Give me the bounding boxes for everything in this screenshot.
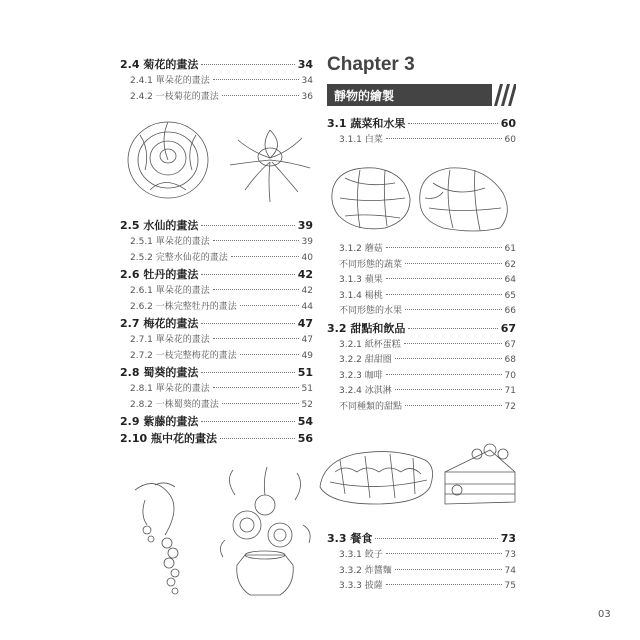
toc-subsection-entry xyxy=(130,332,313,345)
toc-entry-page: 42 xyxy=(301,286,313,296)
toc-section-entry xyxy=(120,430,313,446)
toc-subsection-entry xyxy=(130,381,313,394)
toc-dot-leader xyxy=(386,374,502,375)
toc-entry-page: 52 xyxy=(301,399,313,410)
toc-dot-leader xyxy=(408,328,497,329)
banner-stripes-decoration xyxy=(492,84,516,106)
toc-subsection-entry xyxy=(130,299,313,312)
toc-entry-title: 3.1.3 蘋果 xyxy=(339,275,383,285)
toc-entry-title: 3.1.4 楊桃 xyxy=(339,290,383,301)
toc-entry-page: 67 xyxy=(500,321,516,335)
toc-entry-title: 3.1.1 白菜 xyxy=(339,135,383,145)
toc-entry-title: 2.5 水仙的畫法 xyxy=(120,219,199,232)
toc-entry-title: 3.2 甜點和飲品 xyxy=(327,321,406,335)
toc-entry-page: 61 xyxy=(504,244,516,254)
toc-dot-leader xyxy=(386,584,502,585)
toc-entry-title: 3.2.4 冰淇淋 xyxy=(339,386,392,396)
toc-section-entry xyxy=(327,115,516,131)
toc-entry-title: 2.5.1 單朵花的畫法 xyxy=(130,237,210,247)
toc-entry-title: 不同形態的水果 xyxy=(339,306,403,316)
toc-dot-leader xyxy=(395,389,502,390)
toc-entry-title: 2.4.1 單朵花的畫法 xyxy=(130,76,210,86)
toc-dot-leader xyxy=(201,421,294,422)
toc-entry-title: 3.3.2 炸醬麵 xyxy=(339,565,392,576)
toc-subsection-entry xyxy=(339,399,516,412)
toc-entry-page: 51 xyxy=(301,384,313,394)
toc-entry-title: 3.3 餐食 xyxy=(327,532,373,545)
toc-subsection-entry xyxy=(339,352,516,365)
toc-entry-page: 75 xyxy=(504,581,516,591)
toc-entry-page: 65 xyxy=(504,290,516,301)
toc-entry-page: 47 xyxy=(301,335,313,345)
toc-section-entry xyxy=(327,530,516,546)
toc-entry-title: 3.2.2 甜甜圈 xyxy=(339,355,392,365)
toc-dot-leader xyxy=(386,294,502,295)
toc-entry-page: 73 xyxy=(504,550,516,560)
toc-entry-title: 2.6.2 一株完整牡丹的畫法 xyxy=(130,301,237,312)
toc-entry-page: 34 xyxy=(301,76,313,86)
toc-entry-page: 70 xyxy=(504,370,516,381)
toc-entry-title: 2.7.2 一枝完整梅花的畫法 xyxy=(130,350,237,361)
toc-entry-page: 34 xyxy=(297,58,313,71)
toc-dot-leader xyxy=(201,64,294,65)
section-banner-title: 靜物的繪製 xyxy=(334,89,395,103)
toc-entry-title: 2.4.2 一枝菊花的畫法 xyxy=(130,91,219,102)
toc-dot-leader xyxy=(231,256,299,257)
toc-dot-leader xyxy=(386,553,502,554)
toc-section-entry xyxy=(120,217,313,233)
toc-dot-leader xyxy=(201,225,294,226)
toc-entry-title: 2.8.2 一株蜀葵的畫法 xyxy=(130,399,219,410)
toc-entry-title: 3.3.1 餃子 xyxy=(339,550,383,560)
toc-entry-title: 2.4 菊花的畫法 xyxy=(120,58,199,71)
toc-entry-title: 3.2.1 紙杯蛋糕 xyxy=(339,339,401,350)
toc-entry-title: 2.10 瓶中花的畫法 xyxy=(120,431,217,445)
toc-entry-title: 2.8.1 單朵花的畫法 xyxy=(130,384,210,394)
toc-subsection-entry xyxy=(339,368,516,381)
toc-dot-leader xyxy=(240,354,299,355)
wisteria-vase-illustration xyxy=(125,465,325,600)
section-banner xyxy=(327,84,515,106)
page-number: 03 xyxy=(598,609,611,620)
toc-entry-page: 73 xyxy=(500,532,516,545)
toc-entry-page: 71 xyxy=(504,386,516,396)
toc-entry-page: 56 xyxy=(297,431,313,445)
toc-subsection-entry xyxy=(130,283,313,296)
toc-subsection-entry xyxy=(339,383,516,396)
toc-dot-leader xyxy=(213,240,299,241)
toc-subsection-entry xyxy=(339,303,516,316)
toc-dot-leader xyxy=(405,309,502,310)
toc-entry-title: 3.2.3 咖啡 xyxy=(339,370,383,381)
toc-subsection-entry xyxy=(130,73,313,86)
toc-dot-leader xyxy=(240,305,299,306)
toc-entry-title: 2.6.1 單朵花的畫法 xyxy=(130,286,210,296)
toc-entry-title: 2.7 梅花的畫法 xyxy=(120,317,199,330)
toc-subsection-entry xyxy=(339,132,516,145)
toc-entry-page: 68 xyxy=(504,355,516,365)
toc-subsection-entry xyxy=(339,563,516,576)
toc-dot-leader xyxy=(213,79,299,80)
toc-entry-page: 40 xyxy=(301,252,313,263)
toc-entry-page: 39 xyxy=(297,219,313,232)
toc-entry-page: 36 xyxy=(301,91,313,102)
toc-dot-leader xyxy=(405,405,502,406)
toc-entry-title: 2.5.2 完整水仙花的畫法 xyxy=(130,252,228,263)
toc-entry-page: 60 xyxy=(500,117,516,130)
toc-dot-leader xyxy=(404,343,502,344)
toc-section-entry xyxy=(120,364,313,380)
toc-subsection-entry xyxy=(339,578,516,591)
toc-entry-title: 3.3.3 披薩 xyxy=(339,581,383,591)
toc-dot-leader xyxy=(386,247,502,248)
toc-subsection-entry xyxy=(339,241,516,254)
bread-cake-illustration xyxy=(315,432,520,512)
toc-entry-title: 2.7.1 單朵花的畫法 xyxy=(130,335,210,345)
toc-dot-leader xyxy=(386,278,502,279)
cabbage-illustration xyxy=(325,158,520,236)
toc-subsection-entry xyxy=(130,397,313,410)
toc-entry-page: 44 xyxy=(301,301,313,312)
chapter-title: Chapter 3 xyxy=(327,54,415,75)
toc-entry-title: 不同種類的甜點 xyxy=(339,401,403,412)
toc-dot-leader xyxy=(222,403,299,404)
toc-dot-leader xyxy=(395,569,502,570)
toc-dot-leader xyxy=(408,123,497,124)
toc-dot-leader xyxy=(201,372,294,373)
toc-entry-title: 3.1 蔬菜和水果 xyxy=(327,117,406,130)
toc-entry-page: 64 xyxy=(504,275,516,285)
chrysanthemum-illustration xyxy=(120,110,320,205)
toc-subsection-entry xyxy=(339,337,516,350)
toc-section-entry xyxy=(120,56,313,72)
toc-section-entry xyxy=(120,266,313,282)
toc-entry-title: 3.1.2 蘑菇 xyxy=(339,244,383,254)
toc-section-entry xyxy=(120,413,313,429)
toc-subsection-entry xyxy=(130,250,313,263)
toc-entry-title: 不同形態的蔬菜 xyxy=(339,259,403,270)
toc-dot-leader xyxy=(395,358,502,359)
toc-dot-leader xyxy=(213,289,299,290)
toc-subsection-entry xyxy=(339,547,516,560)
toc-dot-leader xyxy=(220,438,295,439)
toc-entry-page: 39 xyxy=(301,237,313,247)
toc-entry-page: 66 xyxy=(504,306,516,316)
toc-entry-page: 51 xyxy=(297,366,313,379)
toc-dot-leader xyxy=(201,274,294,275)
toc-section-entry xyxy=(120,315,313,331)
toc-subsection-entry xyxy=(130,234,313,247)
toc-entry-title: 2.9 紫藤的畫法 xyxy=(120,415,199,428)
toc-entry-page: 47 xyxy=(297,317,313,330)
toc-dot-leader xyxy=(222,95,299,96)
toc-dot-leader xyxy=(213,338,299,339)
toc-subsection-entry xyxy=(130,348,313,361)
toc-entry-page: 67 xyxy=(504,339,516,350)
toc-entry-page: 60 xyxy=(504,135,516,145)
toc-dot-leader xyxy=(213,387,299,388)
toc-entry-title: 2.6 牡丹的畫法 xyxy=(120,268,199,281)
toc-entry-page: 42 xyxy=(297,268,313,281)
toc-dot-leader xyxy=(405,263,502,264)
toc-subsection-entry xyxy=(339,288,516,301)
toc-dot-leader xyxy=(201,323,294,324)
toc-dot-leader xyxy=(386,138,502,139)
toc-dot-leader xyxy=(375,538,497,539)
toc-subsection-entry xyxy=(339,257,516,270)
toc-entry-page: 49 xyxy=(301,350,313,361)
toc-entry-page: 62 xyxy=(504,259,516,270)
toc-subsection-entry xyxy=(130,89,313,102)
toc-entry-page: 54 xyxy=(297,415,313,428)
toc-subsection-entry xyxy=(339,272,516,285)
toc-section-entry xyxy=(327,320,516,336)
toc-entry-title: 2.8 蜀葵的畫法 xyxy=(120,366,199,379)
toc-entry-page: 72 xyxy=(504,401,516,412)
toc-entry-page: 74 xyxy=(504,565,516,576)
